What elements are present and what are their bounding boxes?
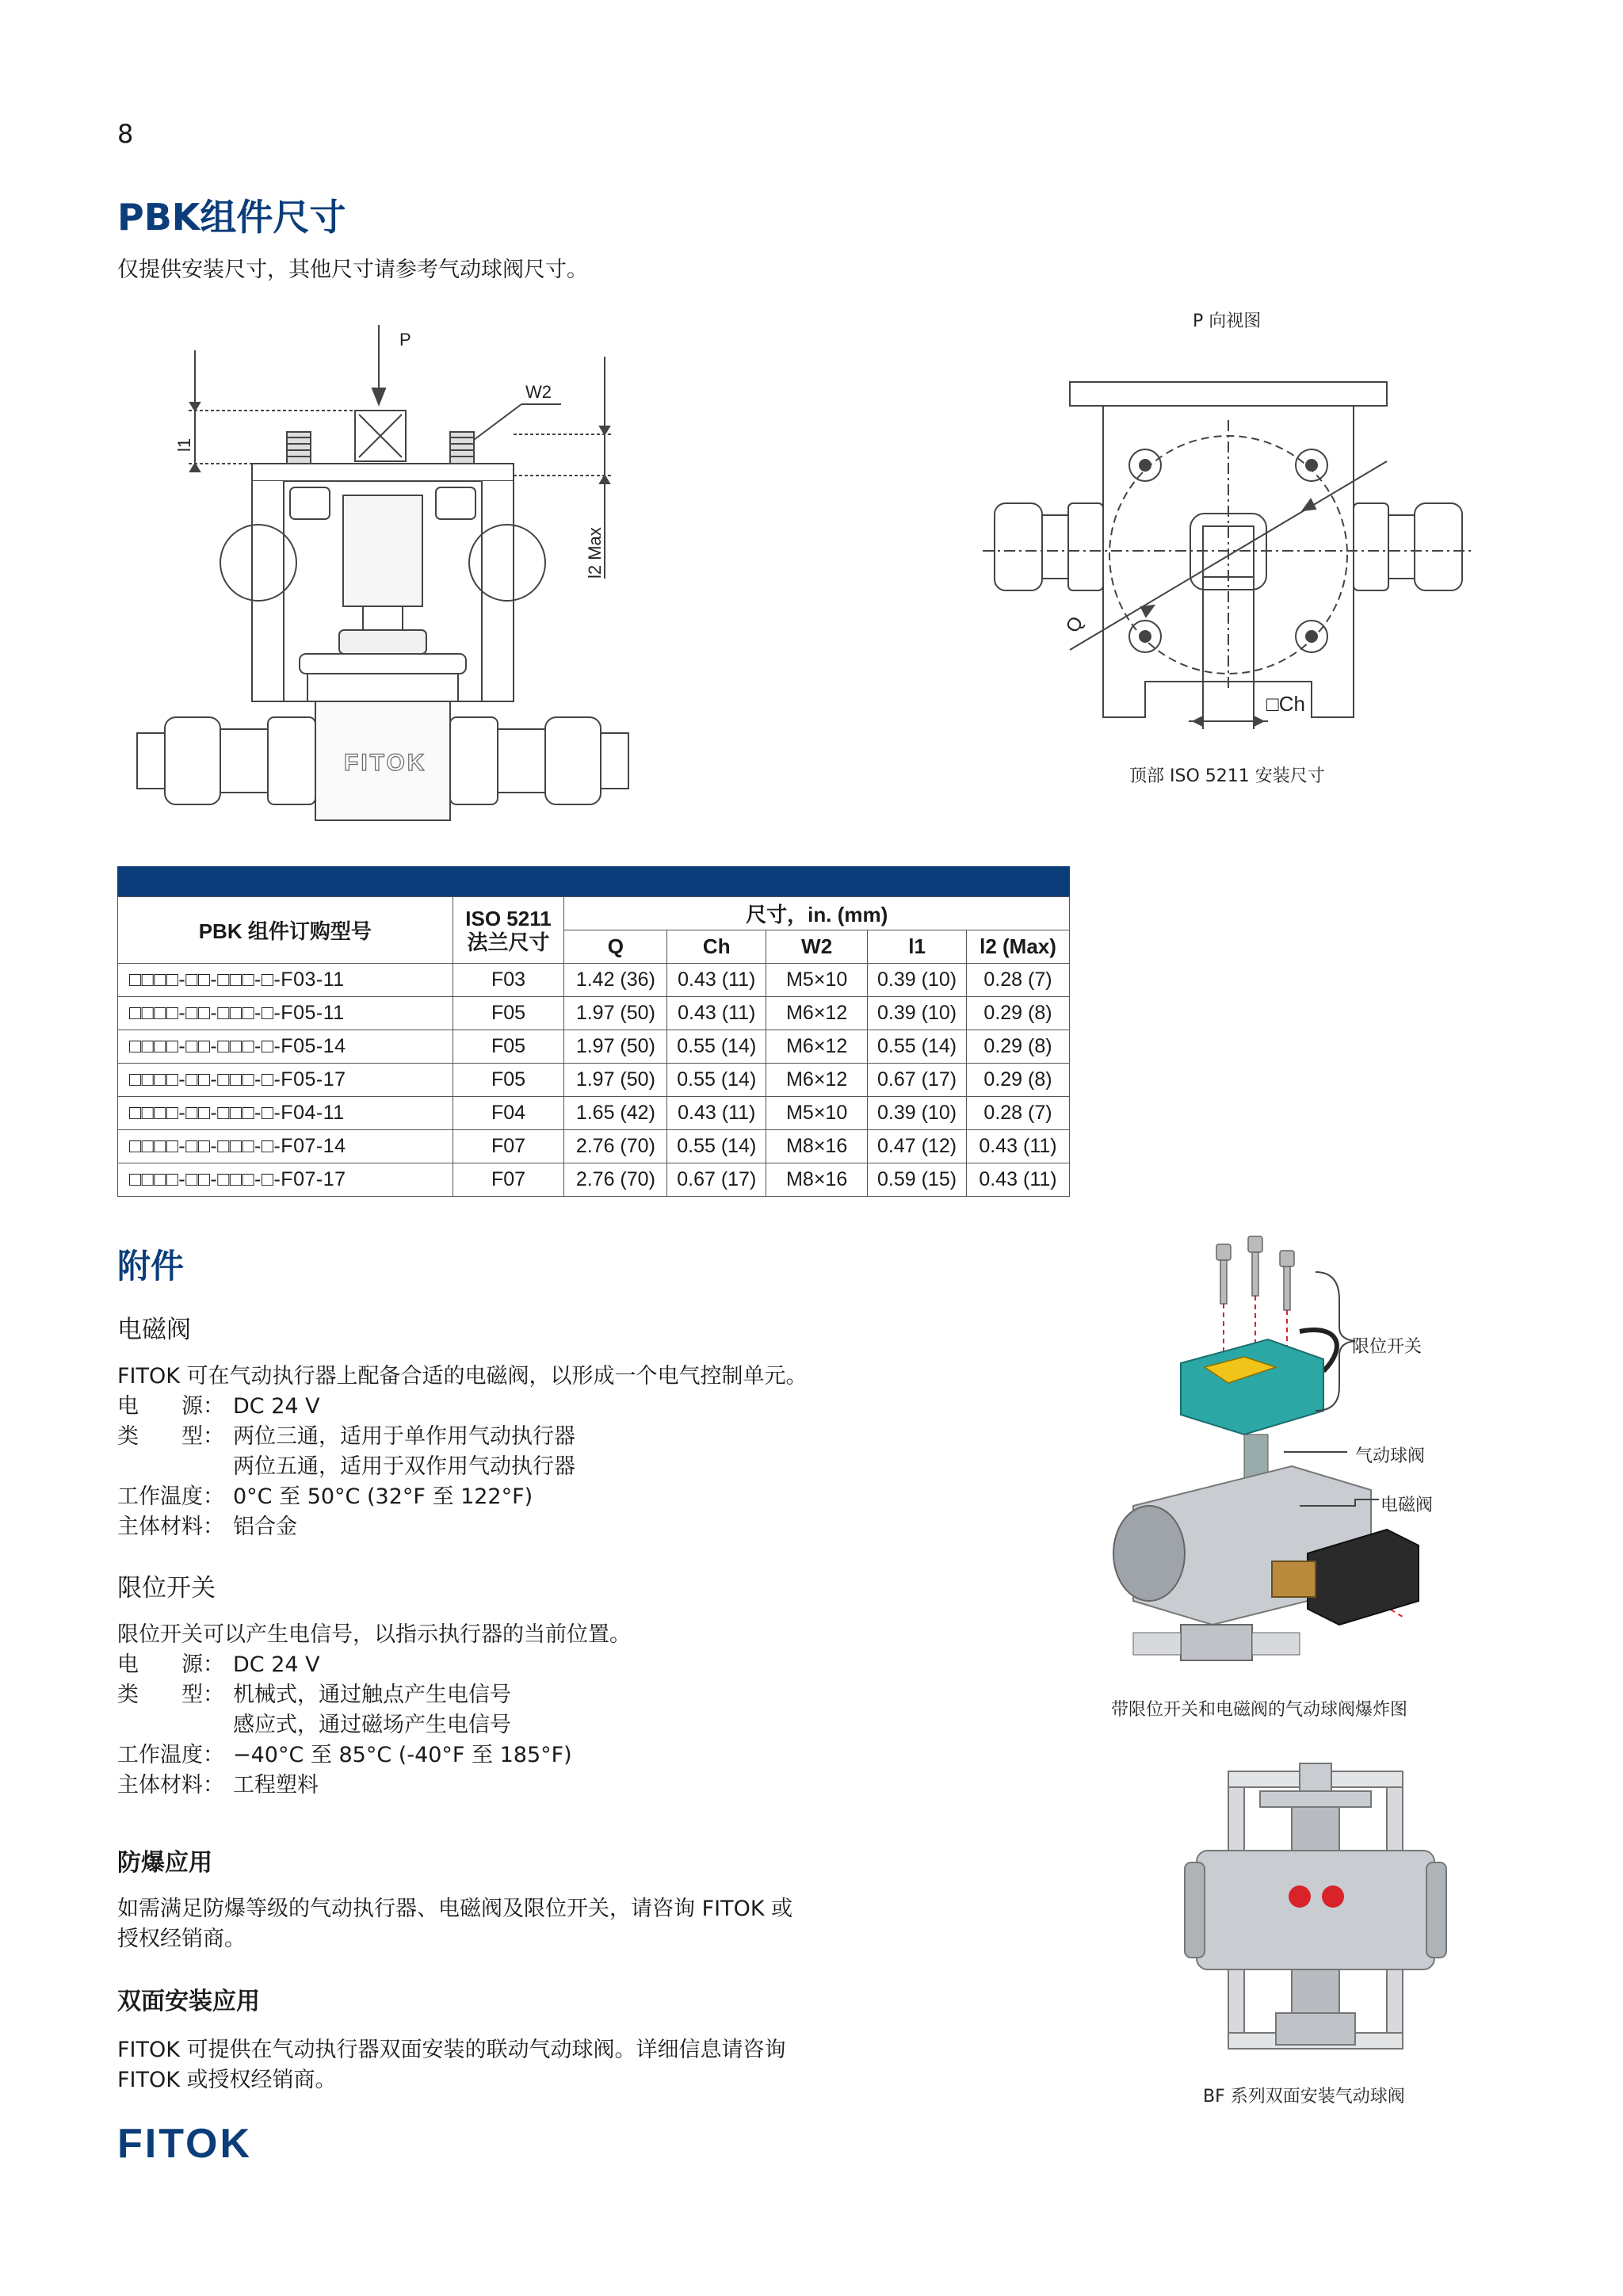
cell-l2: 0.29 (8): [967, 1064, 1070, 1097]
cell-l1: 0.47 (12): [868, 1130, 967, 1163]
cell-iso: F04: [453, 1097, 564, 1130]
cell-l1: 0.59 (15): [868, 1163, 967, 1197]
cell-q: 2.76 (70): [564, 1130, 667, 1163]
table-row: [118, 1030, 1070, 1064]
solenoid-power-row: [117, 1392, 989, 1422]
cell-w2: M8×16: [766, 1130, 868, 1163]
subtitle-explosion-proof: 防爆应用: [117, 1849, 212, 1877]
label-limit-switch: 限位开关: [1352, 1337, 1423, 1357]
col-w2: W2: [766, 930, 868, 964]
table-header-bar: [117, 866, 1070, 896]
table-row: [118, 1163, 1070, 1197]
spec-value: −40°C 至 85°C (-40°F 至 185°F): [233, 1743, 572, 1767]
spec-key: 类 型：: [117, 1683, 224, 1707]
spec-value: DC 24 V: [233, 1652, 320, 1677]
cell-ch: 0.67 (17): [667, 1163, 766, 1197]
solenoid-temp-row: [117, 1482, 989, 1512]
col-ch: Ch: [667, 930, 766, 964]
cell-iso: F07: [453, 1130, 564, 1163]
spec-value: DC 24 V: [233, 1394, 320, 1419]
table-row: [118, 997, 1070, 1030]
exploded-view-caption: 带限位开关和电磁阀的气动球阀爆炸图: [1111, 1700, 1408, 1720]
cell-model: □□□□-□□-□□□-□-F07-17: [118, 1163, 453, 1197]
solenoid-desc: FITOK 可在气动执行器上配备合适的电磁阀，以形成一个电气控制单元。: [117, 1364, 808, 1389]
solenoid-spec-block: [117, 1362, 989, 1542]
spec-value: 0°C 至 50°C (32°F 至 122°F): [233, 1484, 533, 1509]
cell-ch: 0.43 (11): [667, 1097, 766, 1130]
cell-model: □□□□-□□-□□□-□-F05-17: [118, 1064, 453, 1097]
cell-ch: 0.55 (14): [667, 1030, 766, 1064]
cell-iso: F05: [453, 997, 564, 1030]
cell-w2: M6×12: [766, 997, 868, 1030]
cell-q: 1.97 (50): [564, 997, 667, 1030]
spec-value: 工程塑料: [233, 1773, 319, 1797]
callout-lines: [1284, 1442, 1585, 1538]
fitok-logo: FITOK: [117, 2121, 253, 2167]
label-solenoid: 电磁阀: [1381, 1496, 1434, 1515]
subtitle-dual-mount: 双面安装应用: [117, 1988, 260, 2015]
spec-value: 铝合金: [233, 1515, 297, 1539]
solenoid-material-row: [117, 1512, 989, 1542]
table-row: [118, 1097, 1070, 1130]
col-q: Q: [564, 930, 667, 964]
cell-ch: 0.55 (14): [667, 1130, 766, 1163]
header-iso: ISO 5211 法兰尺寸: [453, 897, 564, 964]
cell-iso: F03: [453, 964, 564, 997]
cell-l2: 0.29 (8): [967, 1030, 1070, 1064]
header-dims: 尺寸，in. (mm): [564, 897, 1070, 930]
spec-key: 工作温度：: [117, 1743, 224, 1767]
label-l2-max: l2 Max: [585, 527, 605, 579]
spec-value: 机械式，通过触点产生电信号: [233, 1683, 511, 1707]
limit-type-row: [117, 1680, 989, 1710]
pbk-top-view-drawing: [967, 372, 1490, 745]
dimensions-table: [117, 896, 1070, 1197]
cell-l2: 0.43 (11): [967, 1163, 1070, 1197]
cell-w2: M6×12: [766, 1030, 868, 1064]
page-number: 8: [117, 119, 134, 149]
label-ch: □Ch: [1266, 692, 1305, 716]
limit-power-row: [117, 1650, 989, 1680]
spec-key: 电 源：: [117, 1652, 224, 1677]
cell-iso: F05: [453, 1064, 564, 1097]
col-l1: l1: [868, 930, 967, 964]
cell-model: □□□□-□□-□□□-□-F05-14: [118, 1030, 453, 1064]
cell-l2: 0.43 (11): [967, 1130, 1070, 1163]
cell-iso: F05: [453, 1030, 564, 1064]
label-l1: l1: [174, 437, 194, 452]
bf-photo-caption: BF 系列双面安装气动球阀: [1203, 2087, 1405, 2107]
bf-series-photo: [1181, 1755, 1450, 2065]
pbk-side-drawing: [117, 317, 656, 840]
cell-l2: 0.28 (7): [967, 964, 1070, 997]
label-p: P: [399, 330, 411, 350]
label-q: Q: [1061, 613, 1088, 636]
cell-l1: 0.67 (17): [868, 1064, 967, 1097]
cell-w2: M5×10: [766, 1097, 868, 1130]
cell-l1: 0.55 (14): [868, 1030, 967, 1064]
cell-model: □□□□-□□-□□□-□-F05-11: [118, 997, 453, 1030]
cell-w2: M8×16: [766, 1163, 868, 1197]
subtitle-solenoid: 电磁阀: [117, 1316, 191, 1344]
brand-mark-drawing: FITOK: [344, 750, 427, 776]
solenoid-type-row-2: [117, 1452, 989, 1482]
cell-l2: 0.29 (8): [967, 997, 1070, 1030]
explosion-line-2: 授权经销商。: [117, 1927, 246, 1951]
col-l2: l2 (Max): [967, 930, 1070, 964]
cell-w2: M6×12: [766, 1064, 868, 1097]
limit-switch-desc: 限位开关可以产生电信号，以指示执行器的当前位置。: [117, 1622, 631, 1647]
cell-q: 1.65 (42): [564, 1097, 667, 1130]
cell-q: 2.76 (70): [564, 1163, 667, 1197]
spec-key: 主体材料：: [117, 1773, 224, 1797]
spec-value: 感应式，通过磁场产生电信号: [233, 1713, 511, 1737]
subtitle-limit-switch: 限位开关: [117, 1574, 216, 1603]
dual-line-1: FITOK 可提供在气动执行器双面安装的联动气动球阀。详细信息请咨询: [117, 2038, 786, 2062]
explosion-line-1: 如需满足防爆等级的气动执行器、电磁阀及限位开关，请咨询 FITOK 或: [117, 1897, 793, 1921]
cell-l1: 0.39 (10): [868, 997, 967, 1030]
section-title-pbk: PBK组件尺寸: [117, 196, 346, 239]
cell-l2: 0.28 (7): [967, 1097, 1070, 1130]
limit-material-row: [117, 1771, 989, 1801]
section-intro: 仅提供安装尺寸，其他尺寸请参考气动球阀尺寸。: [117, 258, 588, 282]
table-row: [118, 1130, 1070, 1163]
cell-q: 1.97 (50): [564, 1030, 667, 1064]
cell-ch: 0.55 (14): [667, 1064, 766, 1097]
limit-switch-spec-block: [117, 1620, 989, 1801]
table-row: [118, 964, 1070, 997]
cell-model: □□□□-□□-□□□-□-F07-14: [118, 1130, 453, 1163]
top-view-caption: 顶部 ISO 5211 安装尺寸: [1129, 766, 1325, 786]
table-row: [118, 1064, 1070, 1097]
limit-temp-row: [117, 1740, 989, 1771]
header-model: PBK 组件订购型号: [118, 897, 453, 964]
cell-model: □□□□-□□-□□□-□-F04-11: [118, 1097, 453, 1130]
label-pneumatic-valve: 气动球阀: [1355, 1446, 1426, 1466]
cell-ch: 0.43 (11): [667, 997, 766, 1030]
limit-type-row-2: [117, 1710, 989, 1740]
solenoid-type-row: [117, 1422, 989, 1452]
cell-model: □□□□-□□-□□□-□-F03-11: [118, 964, 453, 997]
spec-key: 电 源：: [117, 1394, 224, 1419]
cell-q: 1.42 (36): [564, 964, 667, 997]
spec-key: 工作温度：: [117, 1484, 224, 1509]
spec-value: 两位三通，适用于单作用气动执行器: [233, 1424, 575, 1449]
label-w2: W2: [525, 382, 552, 402]
cell-l1: 0.39 (10): [868, 964, 967, 997]
section-title-accessories: 附件: [117, 1247, 185, 1286]
cell-iso: F07: [453, 1163, 564, 1197]
p-view-title: P 向视图: [1193, 311, 1262, 331]
spec-key: 类 型：: [117, 1424, 224, 1449]
cell-l1: 0.39 (10): [868, 1097, 967, 1130]
dual-line-2: FITOK 或授权经销商。: [117, 2068, 337, 2092]
cell-w2: M5×10: [766, 964, 868, 997]
spec-key: 主体材料：: [117, 1515, 224, 1539]
cell-ch: 0.43 (11): [667, 964, 766, 997]
cell-q: 1.97 (50): [564, 1064, 667, 1097]
spec-value: 两位五通，适用于双作用气动执行器: [233, 1454, 575, 1479]
